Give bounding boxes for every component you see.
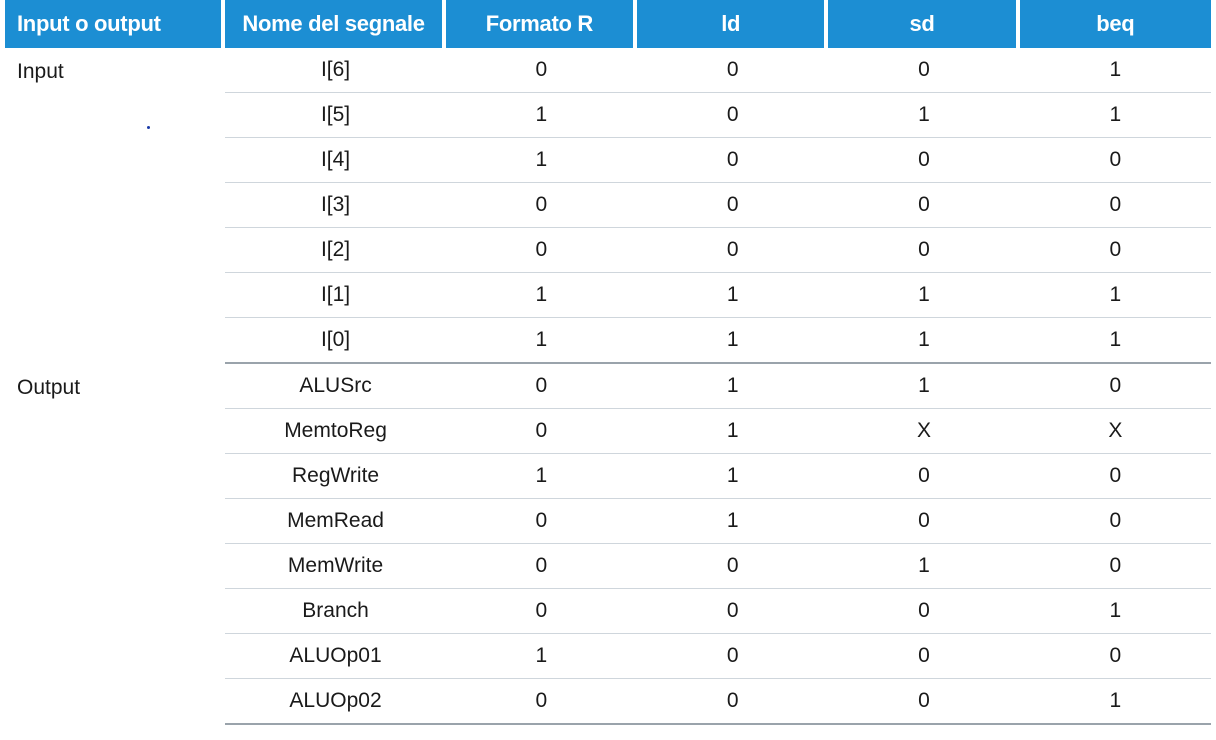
signal-name: RegWrite <box>225 454 445 499</box>
signal-name: MemRead <box>225 499 445 544</box>
value-cell: 1 <box>446 138 637 183</box>
signal-name: I[3] <box>225 183 445 228</box>
group-label-output: Output <box>17 376 81 399</box>
value-cell: 1 <box>446 318 637 364</box>
signal-name: ALUOp01 <box>225 634 445 679</box>
value-cell: 1 <box>637 364 828 409</box>
value-cell: 0 <box>1020 183 1211 228</box>
value-cell: 1 <box>637 273 828 318</box>
signal-name: I[5] <box>225 93 445 138</box>
signal-name: I[2] <box>225 228 445 273</box>
value-cell: 0 <box>446 409 637 454</box>
value-cell: X <box>828 409 1019 454</box>
value-cell: 1 <box>1020 48 1211 93</box>
value-cell: 1 <box>446 93 637 138</box>
value-cell: 0 <box>828 679 1019 725</box>
value-cell: 0 <box>446 589 637 634</box>
value-cell: 0 <box>446 48 637 93</box>
header-row <box>5 0 1211 48</box>
value-cell: 0 <box>637 544 828 589</box>
header-sd: sd <box>828 0 1019 48</box>
value-cell: 1 <box>828 318 1019 364</box>
value-cell: 0 <box>446 544 637 589</box>
value-cell: X <box>1020 409 1211 454</box>
value-cell: 0 <box>828 183 1019 228</box>
value-cell: 1 <box>1020 93 1211 138</box>
value-cell: 0 <box>637 48 828 93</box>
value-cell: 0 <box>828 454 1019 499</box>
value-cell: 0 <box>446 499 637 544</box>
table-row <box>5 48 1211 93</box>
header-ld: ld <box>637 0 828 48</box>
value-cell: 1 <box>446 273 637 318</box>
signal-name: I[6] <box>225 48 445 93</box>
value-cell: 0 <box>637 679 828 725</box>
value-cell: 1 <box>828 93 1019 138</box>
value-cell: 0 <box>637 589 828 634</box>
value-cell: 0 <box>446 679 637 725</box>
signal-name: ALUSrc <box>225 364 445 409</box>
value-cell: 0 <box>637 228 828 273</box>
value-cell: 0 <box>446 364 637 409</box>
value-cell: 0 <box>1020 634 1211 679</box>
signal-name: MemWrite <box>225 544 445 589</box>
value-cell: 1 <box>828 544 1019 589</box>
signal-name: I[1] <box>225 273 445 318</box>
value-cell: 1 <box>446 454 637 499</box>
value-cell: 0 <box>637 183 828 228</box>
value-cell: 0 <box>828 138 1019 183</box>
signal-name: I[0] <box>225 318 445 364</box>
value-cell: 1 <box>637 499 828 544</box>
value-cell: 1 <box>637 318 828 364</box>
stray-dot-mark <box>147 126 150 129</box>
value-cell: 0 <box>828 499 1019 544</box>
value-cell: 1 <box>1020 273 1211 318</box>
value-cell: 1 <box>637 454 828 499</box>
value-cell: 1 <box>1020 679 1211 725</box>
value-cell: 0 <box>1020 499 1211 544</box>
value-cell: 1 <box>1020 589 1211 634</box>
value-cell: 0 <box>637 138 828 183</box>
value-cell: 0 <box>637 93 828 138</box>
value-cell: 0 <box>1020 228 1211 273</box>
header-signal-name: Nome del segnale <box>225 0 445 48</box>
table-row <box>5 364 1211 409</box>
signal-name: ALUOp02 <box>225 679 445 725</box>
value-cell: 0 <box>828 634 1019 679</box>
value-cell: 1 <box>1020 318 1211 364</box>
header-format-r: Formato R <box>446 0 637 48</box>
signal-name: MemtoReg <box>225 409 445 454</box>
header-input-output: Input o output <box>5 0 225 48</box>
value-cell: 1 <box>637 409 828 454</box>
value-cell: 1 <box>828 273 1019 318</box>
value-cell: 0 <box>637 634 828 679</box>
group-label-input: Input <box>17 60 64 83</box>
control-signal-table <box>5 0 1211 725</box>
value-cell: 0 <box>1020 138 1211 183</box>
value-cell: 0 <box>1020 454 1211 499</box>
value-cell: 0 <box>828 228 1019 273</box>
signal-name: I[4] <box>225 138 445 183</box>
value-cell: 0 <box>1020 544 1211 589</box>
value-cell: 0 <box>828 589 1019 634</box>
value-cell: 0 <box>446 183 637 228</box>
header-beq: beq <box>1020 0 1211 48</box>
signal-name: Branch <box>225 589 445 634</box>
value-cell: 0 <box>828 48 1019 93</box>
value-cell: 0 <box>446 228 637 273</box>
value-cell: 0 <box>1020 364 1211 409</box>
value-cell: 1 <box>828 364 1019 409</box>
value-cell: 1 <box>446 634 637 679</box>
